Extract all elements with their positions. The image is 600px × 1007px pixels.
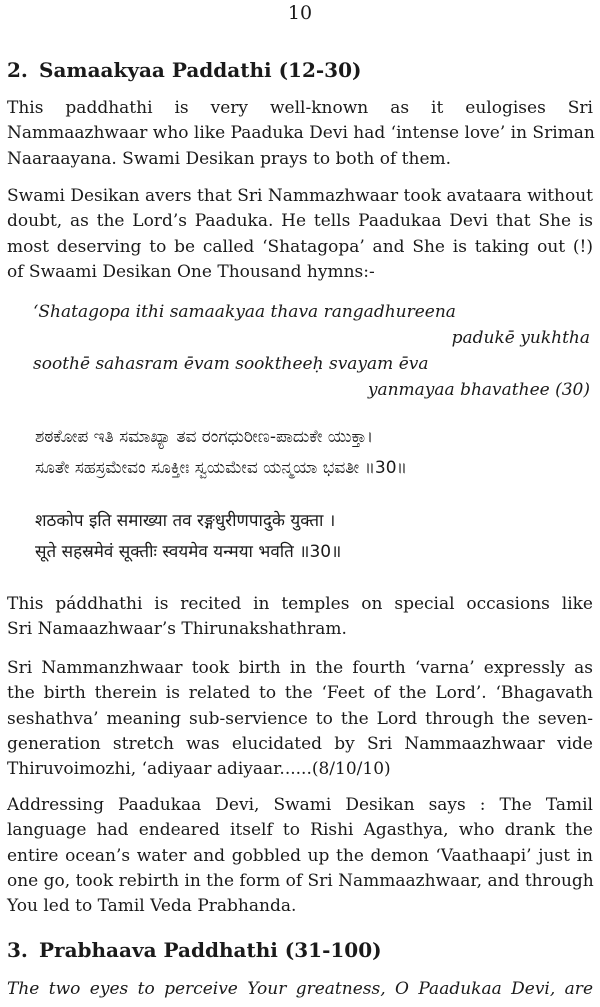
- section-heading-prabhaava: [7, 938, 382, 962]
- section-number: 2.: [7, 58, 28, 82]
- text-line: Nammaazhwaar who like Paaduka Devi had ‘intense love’ in Sriman: [7, 123, 595, 144]
- page-number: 10: [287, 2, 313, 24]
- verse-devanagari: [35, 506, 341, 568]
- text-line: of Swaami Desikan One Thousand hymns:-: [7, 261, 375, 282]
- section-title: Samaakyaa Paddathi (12-30): [39, 58, 362, 82]
- text-line: Swami Desikan avers that Sri Nammazhwaar took avataara without: [7, 186, 593, 206]
- paragraph-desikan-avers: [7, 184, 593, 285]
- text-line: one go, took rebirth in the form of Sri Nammaazhwaar, and through: [7, 870, 594, 891]
- verse-line: yanmayaa bhavathee (30): [367, 380, 590, 400]
- verse-line: ‘Shatagopa ithi samaakyaa thava rangadhureena: [33, 302, 456, 322]
- text-line: Sri Namaazhwaar’s Thirunakshathram.: [7, 619, 347, 640]
- section-title: Prabhaava Paddhathi (31-100): [39, 938, 382, 962]
- verse-line: padukē yukhtha: [451, 328, 590, 348]
- text-line: entire ocean’s water and gobbled up the demon ‘Vaathaapi’ just in: [7, 845, 593, 866]
- text-line: generation stretch was elucidated by Sri Nammaazhwaar vide: [7, 733, 593, 754]
- text-line: You led to Tamil Veda Prabhanda.: [7, 896, 297, 917]
- section-heading-samaakyaa: [7, 58, 361, 82]
- section-number: 3.: [7, 938, 28, 962]
- text-line: Naaraayana. Swami Desikan prays to both of them.: [7, 148, 452, 169]
- verse-line: soothē sahasram ēvam sooktheeḥ svayam ēva: [33, 354, 429, 374]
- verse-line: सूते सहस्रमेवं सूक्तीः स्वयमेव यन्मया भवति ॥30॥: [35, 542, 342, 562]
- text-line: This páddhathi is recited in temples on special occasions like: [7, 594, 593, 614]
- verse-kannada: [35, 422, 407, 484]
- text-line: Thiruvoimozhi, ‘adiyaar adiyaar......(8/10/10): [7, 759, 391, 780]
- text-line: language had endeared itself to Rishi Agasthya, who drank the: [7, 820, 593, 841]
- text-line: Addressing Paadukaa Devi, Swami Desikan says : The Tamil: [7, 795, 593, 815]
- text-line: doubt, as the Lord’s Paaduka. He tells Paadukaa Devi that She is: [7, 211, 593, 232]
- text-line: This paddhathi is very well-known as it eulogises Sri: [7, 98, 593, 118]
- paragraph-intro: [7, 96, 593, 172]
- text-line: most deserving to be called ‘Shatagopa’ and She is taking out (!): [7, 236, 593, 257]
- paragraph-recited: [7, 592, 593, 643]
- text-line: the birth therein is related to the ‘Feet of the Lord’. ‘Bhagavath: [7, 683, 593, 704]
- verse-line: ಸೂತೇ ಸಹಸ್ರಮೇವಂ ಸೂಕ್ತೀಃ ಸ್ವಯಮೇವ ಯನ್ಮಯಾ ಭವತೀ ॥30॥: [35, 458, 407, 478]
- paragraph-birth: [7, 656, 593, 782]
- text-line: seshathva’ meaning sub-servience to the Lord through the seven-: [7, 708, 593, 729]
- paragraph-addressing: [7, 793, 593, 919]
- verse-line: शठकोप इति समाख्या तव रङ्गधुरीणपादुके युक्ता ।: [35, 511, 336, 531]
- text-line: Sri Nammanzhwaar took birth in the fourth ‘varna’ expressly as: [7, 658, 593, 678]
- verse-line: ಶಠಕೋಪ ಇತಿ ಸಮಾಖ್ಯಾ ತವ ರಂಗಧುರೀಣ-ಪಾದುಕೇ ಯುಕ್ತಾ।: [35, 427, 374, 447]
- paragraph-two-eyes: The two eyes to perceive Your greatness, O Paadukaa Devi, are: [7, 979, 593, 999]
